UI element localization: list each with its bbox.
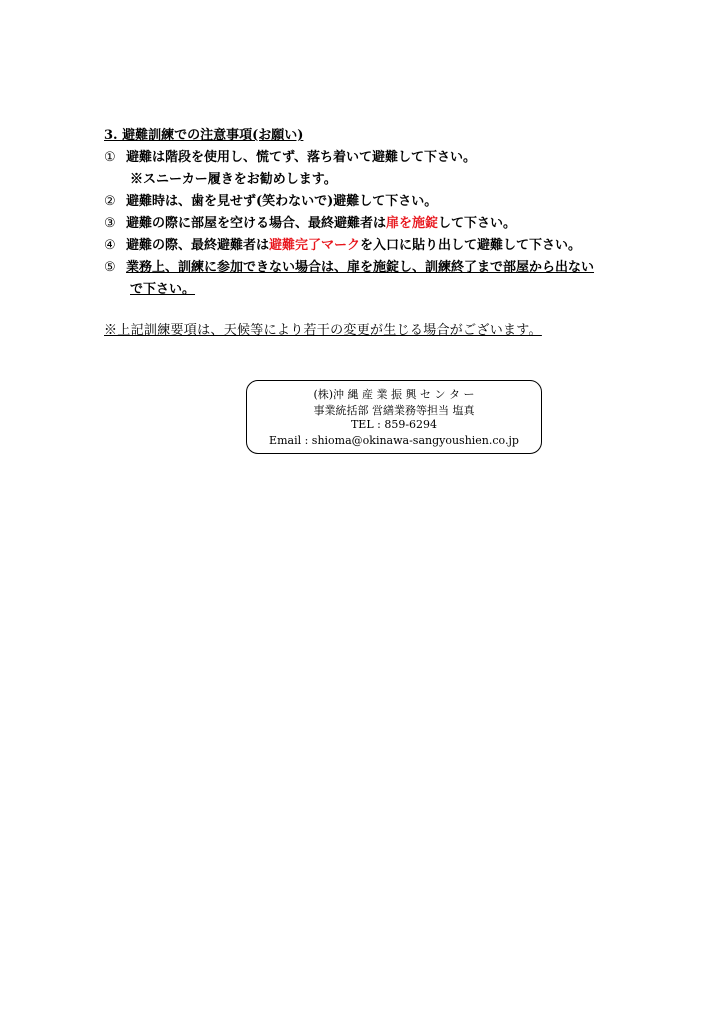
contact-department: 事業統括部 営繕業務等担当 塩真 bbox=[313, 404, 475, 417]
section-heading: 3. 避難訓練での注意事項(お願い) bbox=[104, 128, 304, 143]
highlight-evacuation-mark: 避難完了マーク bbox=[269, 238, 361, 253]
schedule-change-note: ※上記訓練要項は、天候等により若干の変更が生じる場合がございます。 bbox=[104, 323, 542, 338]
contact-tel: TEL : 859-6294 bbox=[350, 418, 438, 431]
list-item bbox=[104, 190, 437, 209]
contact-box bbox=[246, 380, 542, 454]
list-item bbox=[104, 234, 581, 253]
item-number: ③ bbox=[104, 216, 116, 231]
item-text-pre: 避難の際、最終避難者は bbox=[126, 238, 270, 253]
contact-email: Email : shioma@okinawa-sangyoushien.co.jp bbox=[269, 434, 519, 447]
item-text: 避難は階段を使用し、慌てず、落ち着いて避難して下さい。 bbox=[126, 150, 476, 165]
item-text: 業務上、訓練に参加できない場合は、扉を施錠し、訓練終了まで部屋から出ない bbox=[126, 260, 595, 275]
item-text-post: して下さい。 bbox=[438, 216, 517, 231]
item-subnote: ※スニーカー履きをお勧めします。 bbox=[130, 172, 337, 187]
item-text: 避難時は、歯を見せず(笑わないで)避難して下さい。 bbox=[126, 194, 438, 209]
contact-company: (株)沖 縄 産 業 振 興 セ ン タ ー bbox=[313, 388, 475, 401]
item-number: ② bbox=[104, 194, 116, 209]
item-text bbox=[126, 212, 516, 231]
list-item bbox=[104, 256, 594, 275]
item-text bbox=[126, 234, 581, 253]
list-item bbox=[104, 146, 476, 165]
item-number: ④ bbox=[104, 238, 116, 253]
item-text-post: を入口に貼り出して避難して下さい。 bbox=[360, 238, 582, 253]
item-text-pre: 避難の際に部屋を空ける場合、最終避難者は bbox=[126, 216, 387, 231]
item-text-continued: で下さい。 bbox=[130, 282, 196, 297]
highlight-lock-door: 扉を施錠 bbox=[386, 216, 439, 231]
list-item bbox=[104, 212, 516, 231]
item-number: ⑤ bbox=[104, 260, 116, 275]
item-number: ① bbox=[104, 150, 116, 165]
